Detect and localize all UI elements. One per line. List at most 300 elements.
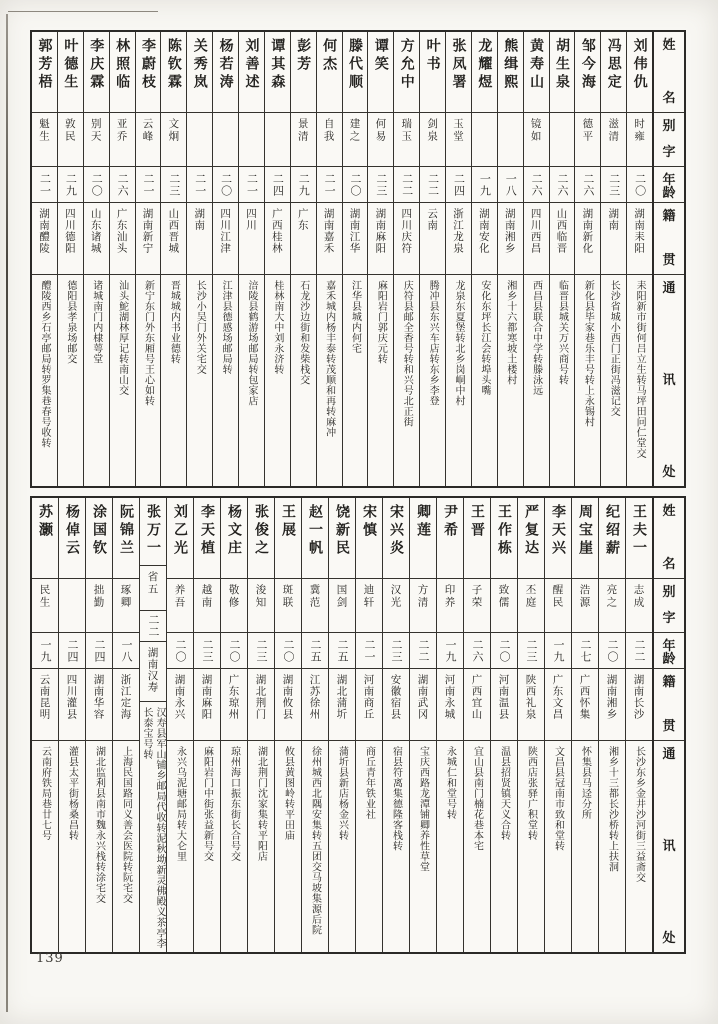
person-column [355, 498, 382, 952]
age-cell [601, 166, 626, 202]
native-place-cell [575, 202, 600, 274]
address-cell-text: 永兴乌泥塘邮局转大仑里 [174, 746, 186, 862]
name-cell [627, 32, 652, 112]
age-cell [275, 632, 301, 668]
row-label-place [654, 668, 684, 740]
courtesy-name-cell-text: 汉光 [389, 584, 402, 609]
native-place-cell-text: 广东文昌 [551, 674, 564, 720]
age-cell-text: 二四 [66, 638, 79, 663]
name-cell [437, 498, 463, 578]
courtesy-name-cell [498, 112, 523, 166]
address-cell-text: 宝庆西路龙潭铺卿养性草堂 [417, 746, 429, 872]
row-label-age [654, 166, 684, 202]
name-cell [239, 32, 264, 112]
courtesy-name-cell [239, 112, 264, 166]
name-cell [194, 498, 220, 578]
courtesy-name-cell [302, 578, 328, 632]
person-column [160, 32, 186, 486]
courtesy-name-cell [524, 112, 549, 166]
age-cell-text: 二二 [426, 172, 440, 197]
address-cell-text: 江华县城内何宅 [349, 280, 361, 354]
name-cell-text: 胡生泉 [553, 38, 570, 92]
person-column [85, 498, 112, 952]
courtesy-name-cell [329, 578, 355, 632]
native-place-cell-text: 湖南安化 [477, 208, 490, 254]
courtesy-name-cell [437, 578, 463, 632]
name-cell [420, 32, 445, 112]
person-column [112, 498, 139, 952]
courtesy-name-cell-text: 云峰 [141, 118, 154, 143]
address-cell-text: 涪陵县鹤游场邮局转包家店 [245, 280, 257, 406]
name-cell-text: 王作栋 [496, 504, 512, 558]
courtesy-name-cell [58, 112, 83, 166]
native-place-cell-text: 湖南新化 [581, 208, 594, 254]
name-cell-text: 叶书 [424, 38, 441, 74]
age-cell-text: 二六 [471, 638, 484, 663]
person-column [212, 32, 238, 486]
native-place-cell-text: 山东诸城 [89, 208, 102, 254]
age-cell [420, 166, 445, 202]
native-place-cell [187, 202, 212, 274]
courtesy-name-cell-text: 时雍 [633, 118, 646, 143]
row-label-address [654, 274, 684, 486]
person-column [290, 32, 316, 486]
address-cell-text: 长沙东乡金井沙河街三益斋交 [633, 746, 645, 883]
courtesy-name-cell-text: 致儒 [497, 584, 510, 609]
age-cell [491, 632, 517, 668]
courtesy-name-cell-text: 斑联 [281, 584, 294, 609]
age-cell-text: 二三 [167, 172, 181, 197]
age-cell [248, 632, 274, 668]
native-place-cell [599, 668, 625, 740]
courtesy-name-cell [518, 578, 544, 632]
address-cell-text: 长沙小吴门外关宅交 [194, 280, 206, 375]
courtesy-name-cell [187, 112, 212, 166]
native-place-cell [464, 668, 490, 740]
person-column [490, 498, 517, 952]
address-cell [167, 740, 193, 952]
age-cell-text: 二〇 [90, 172, 104, 197]
address-cell-text: 灌县太平街杨桑昌转 [66, 746, 78, 841]
name-cell-text: 关秀岚 [191, 38, 208, 92]
courtesy-name-cell-text: 文炯 [167, 118, 180, 143]
name-cell [213, 32, 238, 112]
address-cell [329, 740, 355, 952]
name-cell-text: 林照临 [114, 38, 131, 92]
native-place-cell-text: 四川西昌 [529, 208, 542, 254]
name-cell [626, 498, 652, 578]
age-cell-text: 一九 [552, 638, 565, 663]
age-cell-text: 一九 [478, 172, 492, 197]
name-cell [248, 498, 274, 578]
age-cell [161, 166, 186, 202]
age-cell-text: 二〇 [228, 638, 241, 663]
native-place-cell-text: 浙江龙泉 [451, 208, 464, 254]
person-column [409, 498, 436, 952]
address-cell-text: 诸城南门内棣萼堂 [90, 280, 102, 364]
person-column [571, 498, 598, 952]
address-cell [601, 274, 626, 486]
row-label-zi-text: 别 字 [662, 119, 676, 160]
courtesy-name-cell-text: 别天 [89, 118, 102, 143]
name-cell-text: 黄寿山 [528, 38, 545, 92]
native-place-cell-text: 河南温县 [497, 674, 510, 720]
name-cell-text: 杨文庄 [226, 504, 242, 558]
address-cell [110, 274, 135, 486]
native-place-cell-text: 广东汕头 [115, 208, 128, 254]
age-cell [317, 166, 342, 202]
age-cell-text: 二一 [38, 172, 52, 197]
native-place-cell-text: 广西桂林 [270, 208, 283, 254]
courtesy-name-cell [572, 578, 598, 632]
name-cell [161, 32, 186, 112]
native-place-cell-text: 湖南武冈 [416, 674, 429, 720]
native-place-cell-text: 湖南新宁 [141, 208, 154, 254]
name-cell [32, 498, 58, 578]
native-place-cell-text: 云南 [426, 208, 439, 231]
native-place-cell [291, 202, 316, 274]
age-cell [626, 632, 652, 668]
address-cell-text: 桂林南大中刘永济转 [271, 280, 283, 375]
courtesy-name-cell [550, 112, 575, 166]
age-cell-text: 二七 [579, 638, 592, 663]
person-column [139, 498, 166, 952]
row-label-place-text: 籍 贯 [662, 209, 676, 268]
address-cell-text: 攸县黄图岭转平田庙 [282, 746, 294, 841]
courtesy-name-cell [275, 578, 301, 632]
courtesy-name-cell-text: 越南 [200, 584, 213, 609]
native-place-cell-text: 山西晋城 [167, 208, 180, 254]
courtesy-name-cell [368, 112, 393, 166]
courtesy-name-cell-text: 滋清 [607, 118, 620, 143]
age-cell-text: 二〇 [606, 638, 619, 663]
age-cell-text: 二〇 [633, 172, 647, 197]
age-cell [394, 166, 419, 202]
courtesy-name-cell-text: 国剑 [335, 584, 348, 609]
age-cell [302, 632, 328, 668]
name-cell [275, 498, 301, 578]
name-cell [446, 32, 471, 112]
address-cell [161, 274, 186, 486]
age-cell [356, 632, 382, 668]
age-cell [472, 166, 497, 202]
courtesy-name-cell-text: 镜如 [529, 118, 542, 143]
age-cell-text: 二四 [452, 172, 466, 197]
person-column [328, 498, 355, 952]
courtesy-name-cell-text: 迪轩 [362, 584, 375, 609]
person-column [58, 498, 85, 952]
age-cell [572, 632, 598, 668]
courtesy-name-cell [626, 578, 652, 632]
person-column [463, 498, 490, 952]
name-cell [317, 32, 342, 112]
address-cell [626, 740, 652, 952]
name-cell-text: 王展 [280, 504, 296, 540]
person-column [626, 32, 652, 486]
native-place-cell [368, 202, 393, 274]
native-place-cell-text: 湖南嘉禾 [322, 208, 335, 254]
native-place-cell [113, 668, 139, 740]
courtesy-name-cell [86, 578, 112, 632]
name-cell-text: 李天植 [199, 504, 215, 558]
address-cell [420, 274, 445, 486]
age-cell [59, 632, 85, 668]
address-cell-text: 陕西店张驿广积堂转 [525, 746, 537, 841]
native-place-cell [498, 202, 523, 274]
courtesy-name-cell [59, 578, 85, 632]
address-cell [302, 740, 328, 952]
courtesy-name-cell [317, 112, 342, 166]
native-place-cell-text: 江苏徐州 [308, 674, 321, 720]
native-place-cell [627, 202, 652, 274]
address-cell-text: 徐州城西北隅安集转五团交马坡集源后院 [309, 746, 321, 935]
age-cell [86, 632, 112, 668]
age-cell-text: 二一 [193, 172, 207, 197]
person-column [419, 32, 445, 486]
native-place-cell [239, 202, 264, 274]
name-cell-text: 陈钦霖 [165, 38, 182, 92]
person-column [342, 32, 368, 486]
address-cell-text: 西昌县联合中学转滕泳远 [530, 280, 542, 396]
row-label-age-text: 年 龄 [662, 173, 676, 201]
native-place-cell [420, 202, 445, 274]
native-place-cell-text: 湖南耒阳 [633, 208, 646, 254]
row-label-age [654, 632, 684, 668]
native-place-cell-text: 广东琼州 [227, 674, 240, 720]
address-cell-text: 龙泉东夏堡转北乡岗峒中村 [452, 280, 464, 406]
native-place-cell [383, 668, 409, 740]
age-cell [498, 166, 523, 202]
address-cell-text: 石龙沙边街和发柴栈交 [297, 280, 309, 385]
name-cell-text: 彭芳 [295, 38, 312, 74]
address-cell [317, 274, 342, 486]
courtesy-name-cell [84, 112, 109, 166]
age-cell [32, 166, 57, 202]
address-cell-text: 琼州海口振东街长合号交 [228, 746, 240, 862]
name-cell [291, 32, 316, 112]
person-column [523, 32, 549, 486]
name-cell-text: 龙耀煜 [476, 38, 493, 92]
name-cell [368, 32, 393, 112]
age-cell [575, 166, 600, 202]
age-cell-text: 二六 [116, 172, 130, 197]
name-cell-text: 冯思定 [605, 38, 622, 92]
age-cell [221, 632, 247, 668]
courtesy-name-cell [545, 578, 571, 632]
address-cell-text: 蒲圻县新店杨金兴转 [336, 746, 348, 841]
name-cell [86, 498, 112, 578]
native-place-cell-text: 湖南 [193, 208, 206, 231]
native-place-cell-text: 广东 [296, 208, 309, 231]
name-cell [524, 32, 549, 112]
age-cell-text: 一八 [504, 172, 518, 197]
name-cell-text: 滕代顺 [346, 38, 363, 92]
scan-gutter-shadow [6, 14, 8, 1012]
native-place-cell [221, 668, 247, 740]
native-place-cell [140, 641, 166, 701]
courtesy-name-cell-text: 拙勤 [92, 584, 105, 609]
native-place-cell [601, 202, 626, 274]
name-cell-text: 张万一 [145, 504, 161, 558]
age-cell-text: 二二 [147, 613, 160, 638]
courtesy-name-cell-text: 冀范 [308, 584, 321, 609]
age-cell-text: 二六 [581, 172, 595, 197]
native-place-cell [572, 668, 598, 740]
native-place-cell [343, 202, 368, 274]
address-cell [627, 274, 652, 486]
address-cell-text: 永城仁和堂号转 [444, 746, 456, 820]
courtesy-name-cell-text: 醒民 [551, 584, 564, 609]
age-cell-text: 二〇 [174, 638, 187, 663]
native-place-cell [32, 668, 58, 740]
courtesy-name-cell-text: 民生 [38, 584, 51, 609]
address-cell [291, 274, 316, 486]
age-cell-text: 二四 [93, 638, 106, 663]
native-place-cell-text: 湖南永兴 [173, 674, 186, 720]
courtesy-name-cell [194, 578, 220, 632]
row-label-place [654, 202, 684, 274]
name-cell [599, 498, 625, 578]
native-place-cell [194, 668, 220, 740]
address-cell-text: 上海民国路同义善会医院转阮宅交 [120, 746, 132, 904]
name-cell-text: 何杰 [321, 38, 338, 74]
age-cell-text: 二九 [297, 172, 311, 197]
directory-table-bottom [30, 496, 686, 954]
address-cell-text: 嘉禾城内杨丰泰转茂顺和再转麻冲 [323, 280, 335, 438]
courtesy-name-cell [140, 565, 166, 610]
name-cell-text: 严复达 [523, 504, 539, 558]
address-cell [239, 274, 264, 486]
courtesy-name-cell [446, 112, 471, 166]
address-cell [58, 274, 83, 486]
native-place-cell [213, 202, 238, 274]
row-label-age-text: 年 龄 [662, 639, 676, 667]
person-column [186, 32, 212, 486]
age-cell-text: 二三 [255, 638, 268, 663]
address-cell [368, 274, 393, 486]
courtesy-name-cell-text: 子荣 [470, 584, 483, 609]
age-cell [368, 166, 393, 202]
native-place-cell-text: 安徽宿县 [389, 674, 402, 720]
address-cell [32, 740, 58, 952]
native-place-cell-text: 湖南江华 [348, 208, 361, 254]
age-cell [329, 632, 355, 668]
row-label-name-text: 姓 名 [662, 504, 676, 572]
courtesy-name-cell [32, 578, 58, 632]
address-cell [518, 740, 544, 952]
courtesy-name-cell-text: 魁生 [37, 118, 50, 143]
age-cell [464, 632, 490, 668]
address-cell-text: 腾冲县东兴车店转东乡李登 [427, 280, 439, 406]
age-cell [136, 166, 161, 202]
courtesy-name-cell [472, 112, 497, 166]
name-cell [491, 498, 517, 578]
name-cell [329, 498, 355, 578]
name-cell [410, 498, 436, 578]
courtesy-name-cell [167, 578, 193, 632]
age-cell [291, 166, 316, 202]
address-cell-text: 宿县符离集德隆客栈转 [390, 746, 402, 851]
age-cell [524, 166, 549, 202]
name-cell [394, 32, 419, 112]
courtesy-name-cell [136, 112, 161, 166]
person-column [625, 498, 652, 952]
age-cell [446, 166, 471, 202]
address-cell-text: 汕头鮀湖林厚记转南山交 [116, 280, 128, 396]
native-place-cell-text: 山西临晋 [555, 208, 568, 254]
age-cell-text: 二二 [417, 638, 430, 663]
name-cell [472, 32, 497, 112]
age-cell-text: 二二 [633, 638, 646, 663]
address-cell-text: 新宁东门外东厢号王心如转 [142, 280, 154, 406]
age-cell [550, 166, 575, 202]
courtesy-name-cell-text: 何易 [374, 118, 387, 143]
name-cell-text: 刘伟仇 [631, 38, 648, 92]
age-cell-text: 二〇 [219, 172, 233, 197]
native-place-cell-text: 湖北蒲圻 [335, 674, 348, 720]
directory-table-top [30, 30, 686, 488]
native-place-cell [167, 668, 193, 740]
courtesy-name-cell [110, 112, 135, 166]
address-cell-text: 湘乡十六都寒坡土楼村 [504, 280, 516, 385]
name-cell-text: 郭芳梧 [36, 38, 53, 92]
native-place-cell [275, 668, 301, 740]
native-place-cell [265, 202, 290, 274]
name-cell-text: 杨若涛 [217, 38, 234, 92]
name-cell [265, 32, 290, 112]
address-cell-text: 临晋县城关万兴商号转 [556, 280, 568, 385]
age-cell [194, 632, 220, 668]
person-column [238, 32, 264, 486]
age-cell [32, 632, 58, 668]
name-cell [84, 32, 109, 112]
native-place-cell-text: 湖南 [607, 208, 620, 231]
native-place-cell [356, 668, 382, 740]
age-cell-text: 二〇 [282, 638, 295, 663]
age-cell [599, 632, 625, 668]
name-cell [518, 498, 544, 578]
native-place-cell [472, 202, 497, 274]
courtesy-name-cell-text: 志成 [632, 584, 645, 609]
age-cell-text: 二一 [245, 172, 259, 197]
person-column [445, 32, 471, 486]
person-column [220, 498, 247, 952]
person-column [57, 32, 83, 486]
name-cell [383, 498, 409, 578]
native-place-cell-text: 湖南湘乡 [503, 208, 516, 254]
age-cell [437, 632, 463, 668]
person-column [166, 498, 193, 952]
address-cell-text: 安化东坪长江会转埠头嘴 [478, 280, 490, 396]
age-cell-text: 二三 [525, 638, 538, 663]
name-cell-text: 谭笑 [372, 38, 389, 74]
age-cell [58, 166, 83, 202]
courtesy-name-cell-text: 印养 [443, 584, 456, 609]
native-place-cell-text: 四川德阳 [63, 208, 76, 254]
person-column [367, 32, 393, 486]
name-cell-text: 李天兴 [550, 504, 566, 558]
address-cell [437, 740, 463, 952]
address-cell-text: 宜山县南门楠花巷本宅 [471, 746, 483, 851]
name-cell [601, 32, 626, 112]
courtesy-name-cell-text: 丕庭 [524, 584, 537, 609]
native-place-cell [302, 668, 328, 740]
courtesy-name-cell [627, 112, 652, 166]
address-cell [59, 740, 85, 952]
name-cell [572, 498, 598, 578]
age-cell-text: 二五 [336, 638, 349, 663]
native-place-cell-text: 四川江津 [219, 208, 232, 254]
